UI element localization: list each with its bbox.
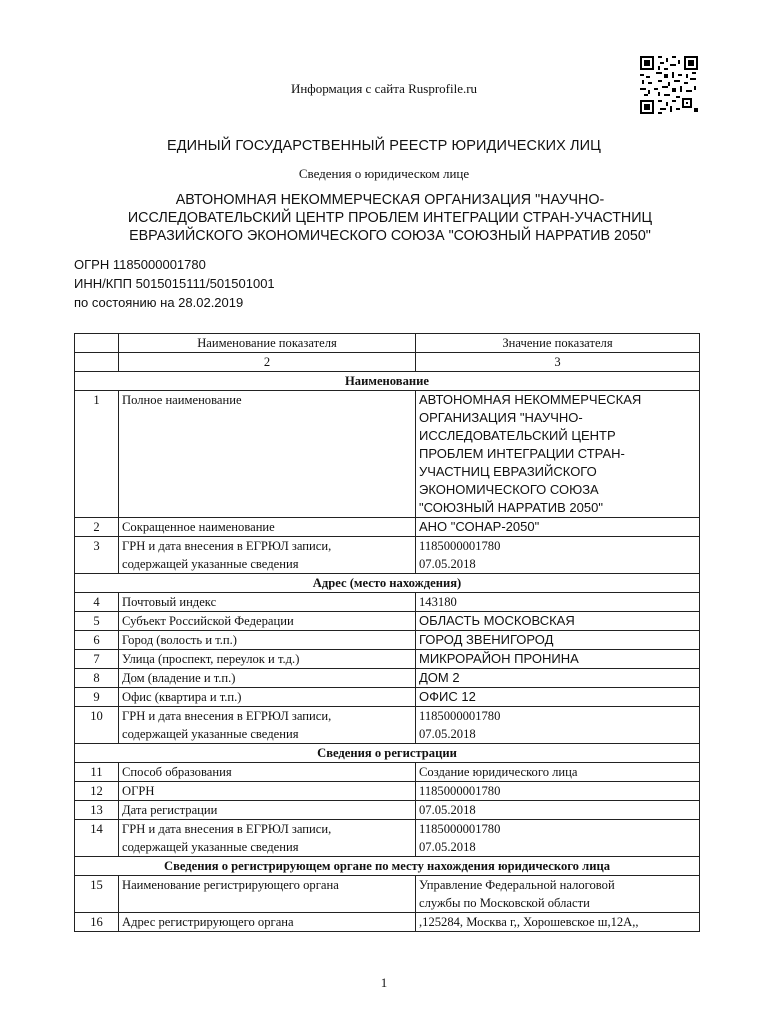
table-row [75, 820, 700, 857]
row-number: 5 [75, 612, 119, 631]
index-cell [75, 353, 119, 372]
row-number: 13 [75, 801, 119, 820]
row-value: 143180 [416, 593, 700, 612]
row-number: 2 [75, 518, 119, 537]
row-label: Полное наименование [119, 391, 416, 518]
table-row [75, 688, 700, 707]
row-label: Улица (проспект, переулок и т.д.) [119, 650, 416, 669]
table-row [75, 763, 700, 782]
inn-kpp-line: ИНН/КПП 5015015111/501501001 [74, 276, 275, 291]
organization-name-line: ЕВРАЗИЙСКОГО ЭКОНОМИЧЕСКОГО СОЮЗА "СОЮЗНЫЙ НАРРАТИВ 2050" [129, 228, 651, 244]
row-value: ДОМ 2 [416, 669, 700, 688]
section-title: Наименование [75, 372, 700, 391]
value-line: АВТОНОМНАЯ НЕКОММЕРЧЕСКАЯ [419, 392, 642, 407]
document-subtitle: Сведения о юридическом лице [298, 166, 470, 181]
row-number: 3 [75, 537, 119, 574]
organization-name-line: ИССЛЕДОВАТЕЛЬСКИЙ ЦЕНТР ПРОБЛЕМ ИНТЕГРАЦИИ СТРАН-УЧАСТНИЦ [127, 210, 653, 226]
table-row [75, 913, 700, 932]
header-value: Значение показателя [416, 334, 700, 353]
label-line: содержащей указанные сведения [122, 840, 299, 854]
row-label: Дата регистрации [119, 801, 416, 820]
value-line: "СОЮЗНЫЙ НАРРАТИВ 2050" [419, 500, 603, 515]
row-number: 7 [75, 650, 119, 669]
organization-name [90, 191, 690, 245]
table-row [75, 612, 700, 631]
ogrn-line: ОГРН 1185000001780 [74, 257, 206, 272]
table-row [75, 391, 700, 518]
row-label: ОГРН [119, 782, 416, 801]
row-value: ОФИС 12 [416, 688, 700, 707]
value-line: 1185000001780 [419, 822, 501, 836]
label-line: ГРН и дата внесения в ЕГРЮЛ записи, [122, 539, 332, 553]
row-label: Наименование регистрирующего органа [119, 876, 416, 913]
identifiers [74, 255, 275, 312]
row-value [416, 820, 700, 857]
table-row [75, 801, 700, 820]
row-label: Город (волость и т.п.) [119, 631, 416, 650]
value-line: ЭКОНОМИЧЕСКОГО СОЮЗА [419, 482, 599, 497]
label-line: содержащей указанные сведения [122, 557, 299, 571]
section-row [75, 372, 700, 391]
row-label: Почтовый индекс [119, 593, 416, 612]
row-number: 4 [75, 593, 119, 612]
row-label [119, 537, 416, 574]
row-label: Дом (владение и т.п.) [119, 669, 416, 688]
section-row [75, 574, 700, 593]
row-value: ОБЛАСТЬ МОСКОВСКАЯ [416, 612, 700, 631]
row-value [416, 537, 700, 574]
page-number: 1 [380, 975, 388, 990]
row-number: 10 [75, 707, 119, 744]
as-of-date: по состоянию на 28.02.2019 [74, 295, 244, 310]
table-row [75, 631, 700, 650]
organization-name-line: АВТОНОМНАЯ НЕКОММЕРЧЕСКАЯ ОРГАНИЗАЦИЯ "НАУЧНО- [175, 192, 605, 208]
row-number: 16 [75, 913, 119, 932]
value-line: 07.05.2018 [419, 840, 476, 854]
row-value [416, 707, 700, 744]
value-line: УЧАСТНИЦ ЕВРАЗИЙСКОГО [419, 464, 597, 479]
table-header-row [75, 334, 700, 353]
row-label: Офис (квартира и т.п.) [119, 688, 416, 707]
row-value: ,125284, Москва г,, Хорошевское ш,12А,, [416, 913, 700, 932]
row-value: АНО "СОНАР-2050" [416, 518, 700, 537]
row-number: 8 [75, 669, 119, 688]
label-line: содержащей указанные сведения [122, 727, 299, 741]
table-index-row [75, 353, 700, 372]
row-label: Адрес регистрирующего органа [119, 913, 416, 932]
row-label [119, 707, 416, 744]
table-row [75, 707, 700, 744]
value-line: 1185000001780 [419, 709, 501, 723]
section-title: Адрес (место нахождения) [75, 574, 700, 593]
header-name: Наименование показателя [119, 334, 416, 353]
row-number: 14 [75, 820, 119, 857]
row-number: 12 [75, 782, 119, 801]
table-row [75, 650, 700, 669]
row-value [416, 391, 700, 518]
value-line: 07.05.2018 [419, 727, 476, 741]
table-row [75, 518, 700, 537]
table-row [75, 669, 700, 688]
value-line: ИССЛЕДОВАТЕЛЬСКИЙ ЦЕНТР [419, 428, 616, 443]
value-line: ОРГАНИЗАЦИЯ "НАУЧНО- [419, 410, 583, 425]
value-line: ПРОБЛЕМ ИНТЕГРАЦИИ СТРАН- [419, 446, 625, 461]
index-cell: 3 [416, 353, 700, 372]
value-line: службы по Московской области [419, 896, 590, 910]
qr-code-icon [640, 56, 698, 114]
label-line: ГРН и дата внесения в ЕГРЮЛ записи, [122, 822, 332, 836]
row-value: Создание юридического лица [416, 763, 700, 782]
row-number: 15 [75, 876, 119, 913]
row-number: 6 [75, 631, 119, 650]
table-row [75, 537, 700, 574]
section-title: Сведения о регистрации [75, 744, 700, 763]
label-line: ГРН и дата внесения в ЕГРЮЛ записи, [122, 709, 332, 723]
row-value: МИКРОРАЙОН ПРОНИНА [416, 650, 700, 669]
value-line: 07.05.2018 [419, 557, 476, 571]
section-title: Сведения о регистрирующем органе по месту нахождения юридического лица [75, 857, 700, 876]
index-cell: 2 [119, 353, 416, 372]
row-value [416, 876, 700, 913]
row-number: 9 [75, 688, 119, 707]
row-value: 1185000001780 [416, 782, 700, 801]
source-note: Информация с сайта Rusprofile.ru [290, 81, 478, 96]
table-row [75, 782, 700, 801]
row-label: Субъект Российской Федерации [119, 612, 416, 631]
table-row [75, 593, 700, 612]
section-row [75, 857, 700, 876]
row-value: ГОРОД ЗВЕНИГОРОД [416, 631, 700, 650]
table-row [75, 876, 700, 913]
value-line: 1185000001780 [419, 539, 501, 553]
registry-title: ЕДИНЫЙ ГОСУДАРСТВЕННЫЙ РЕЕСТР ЮРИДИЧЕСКИХ ЛИЦ [166, 138, 602, 154]
row-value: 07.05.2018 [416, 801, 700, 820]
registry-table [74, 333, 700, 932]
section-row [75, 744, 700, 763]
value-line: Управление Федеральной налоговой [419, 878, 615, 892]
row-label: Сокращенное наименование [119, 518, 416, 537]
row-number: 11 [75, 763, 119, 782]
row-number: 1 [75, 391, 119, 518]
row-label: Способ образования [119, 763, 416, 782]
row-label [119, 820, 416, 857]
header-cell [75, 334, 119, 353]
